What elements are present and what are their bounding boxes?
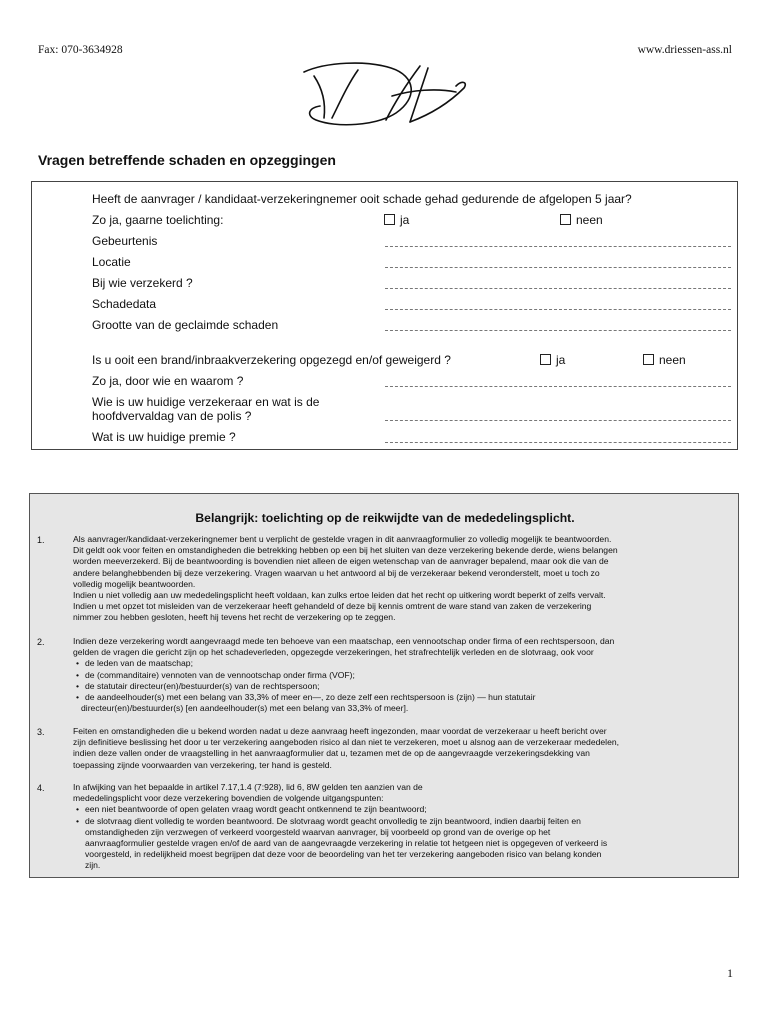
text-line: directeur(en)/bestuurder(s) [en aandeelhouder(s) met een belang van 33,3% of meer]. [81, 703, 409, 714]
paragraph-number: 4. [37, 783, 45, 793]
text-line: Indien u niet volledig aan uw mededelingsplicht heeft voldaan, kan zulks ertoe leiden dat het recht op uitkering wordt beperkt of zelfs vervalt. [73, 590, 606, 601]
text-line: nimmer zou hebben gesloten, heeft hij tevens het recht de verzekering op te zeggen. [73, 612, 396, 623]
list-item: • een niet beantwoorde of open gelaten vraag wordt geacht ontkennend te zijn beantwoord; [85, 804, 735, 815]
text-line: voorgesteld, in redelijkheid moest begrijpen dat deze voor de beoordeling van het ter verzekering aangeboden risico van belang konden [85, 849, 602, 860]
text-line: Indien deze verzekering wordt aangevraagd mede ten behoeve van een maatschap, een vennootschap onder firma of een rechtspersoon, dan [73, 636, 615, 646]
insurer-label-line1: Wie is uw huidige verzekeraar en wat is de [92, 395, 320, 409]
premium-label: Wat is uw huidige premie ? [92, 430, 236, 444]
paragraph-number: 3. [37, 727, 45, 737]
paragraph-1 [73, 534, 735, 624]
damage-no-label: neen [576, 213, 603, 227]
text-line: indien deze vallen onder de vraagstelling in het aanvraagformulier dat u, tezamen met de op de aangevraagde verzekeringsdekking van [73, 748, 590, 759]
paragraph-3 [73, 726, 735, 771]
checkbox-icon[interactable] [560, 214, 571, 225]
cancel-no-option[interactable] [643, 353, 686, 367]
field-event-input[interactable] [385, 246, 731, 247]
logo-text: DH [383, 100, 385, 101]
cancel-yes-label: ja [556, 353, 566, 367]
paragraph-4 [73, 782, 735, 872]
text-line: Dit geldt ook voor feiten en omstandigheden die betrekking hebben op een bij het sluiten van deze verzekering bekende derde, wiens belangen [73, 545, 618, 556]
cancel-yes-option[interactable] [540, 353, 565, 367]
damage-yes-label: ja [400, 213, 410, 227]
damage-yes-option[interactable] [384, 213, 409, 227]
field-damage-date-input[interactable] [385, 309, 731, 310]
list-item: • de aandeelhouder(s) met een belang van 33,3% of meer en—, zo deze zelf een rechtspersoon is (zijn) — hun statutair [85, 692, 735, 703]
bullet-list [73, 804, 735, 826]
field-location-input[interactable] [385, 267, 731, 268]
list-item: • de statutair directeur(en)/bestuurder(s) van de rechtspersoon; [85, 681, 735, 692]
cancel-who-label: Zo ja, door wie en waarom ? [92, 374, 244, 388]
text-line: aanvraagformulier gestelde vragen en/of de aard van de aangevraagde verzekering in relatie tot hetgeen niet is opgegeven of verkeerd is [85, 838, 608, 849]
checkbox-icon[interactable] [643, 354, 654, 365]
premium-input[interactable] [385, 442, 731, 443]
disclosure-title: Belangrijk: toelichting op de reikwijdte van de mededelingsplicht. [195, 511, 575, 525]
text-line: worden meeverzekerd. Bij de beantwoording is bovendien niet alleen de eigen wetenschap van de aanvrager bepalend, maar ook die van de [73, 556, 609, 567]
text-line: Feiten en omstandigheden die u bekend worden nadat u deze aanvraag heeft ingezonden, maar voordat de verzekeraar u heeft bericht over [73, 726, 607, 736]
field-event-label: Gebeurtenis [92, 234, 158, 248]
text-line: Indien u met opzet tot misleiden van de verzekeraar heeft gehandeld of deze bij kennis omtrent de ware stand van zaken de verzekering [73, 601, 592, 612]
list-item: • de (commanditaire) vennoten van de vennootschap onder firma (VOF); [85, 670, 735, 681]
checkbox-icon[interactable] [540, 354, 551, 365]
page-number: 1 [727, 966, 733, 980]
text-line: zijn. [85, 860, 101, 871]
list-item: • de slotvraag dient volledig te worden beantwoord. De slotvraag wordt geacht onvolledig te zijn beantwoord, indien daarbij feiten en [85, 816, 735, 827]
paragraph-number: 1. [37, 535, 45, 545]
text-line: andere belanghebbenden bij deze verzekering. Vragen waarvan u het antwoord al bij de verzekeraar bekend veronderstelt, moet u toch zo [73, 567, 600, 578]
paragraph-2 [73, 636, 735, 714]
damage-no-option[interactable] [560, 213, 603, 227]
text-line: Als aanvrager/kandidaat-verzekeringnemer bent u verplicht de gestelde vragen in dit aanvraagformulier zo volledig mogelijk te beantwoorden. [73, 534, 612, 544]
text-line: In afwijking van het bepaalde in artikel 7.17,1.4 (7:928), lid 6, 8W gelden ten aanzien van de [73, 782, 423, 792]
field-claim-size-input[interactable] [385, 330, 731, 331]
cancel-no-label: neen [659, 353, 686, 367]
insurer-input[interactable] [385, 420, 731, 421]
field-damage-date-label: Schadedata [92, 297, 157, 311]
cancel-question: Is u ooit een brand/inbraakverzekering opgezegd en/of geweigerd ? [92, 353, 451, 367]
text-line: volledig mogelijk beantwoorden. [73, 578, 196, 589]
text-line: gelden de vragen die gericht zijn op het schadeverleden, opgezegde verzekeringen, het strafrechtelijk verleden en de slotvraag, ook voor [73, 647, 594, 658]
bullet-list [73, 658, 735, 703]
cancel-who-input[interactable] [385, 386, 731, 387]
damage-explain-label: Zo ja, gaarne toelichting: [92, 213, 224, 227]
field-insured-by-input[interactable] [385, 288, 731, 289]
text-line: zijn definitieve beslissing het door u ter verzekering aangeboden risico al dan niet te verzekeren, moet u alsnog aan de verzekeraar mededelen, [73, 737, 620, 748]
text-line: omstandigheden zijn verzwegen of verkeerd voorgesteld waarvan aanvrager, bij voorbeeld op grond van de overige op het [85, 826, 551, 837]
insurer-label-line2: hoofdvervaldag van de polis ? [92, 409, 252, 423]
company-logo [296, 58, 472, 130]
list-item: • de leden van de maatschap; [85, 658, 735, 669]
checkbox-icon[interactable] [384, 214, 395, 225]
text-line: toepassing zijnde voorwaarden van verzekering, ter hand is gesteld. [73, 759, 332, 770]
section-title: Vragen betreffende schaden en opzeggingen [38, 152, 336, 168]
text-line: mededelingsplicht voor deze verzekering bovendien de volgende uitgangspunten: [73, 793, 384, 804]
field-claim-size-label: Grootte van de geclaimde schaden [92, 318, 279, 332]
field-location-label: Locatie [92, 255, 131, 269]
paragraph-number: 2. [37, 637, 45, 647]
damage-question: Heeft de aanvrager / kandidaat-verzekeringnemer ooit schade gehad gedurende de afgelopen 5 jaar? [92, 192, 632, 206]
website-url: www.driessen-ass.nl [637, 44, 732, 56]
field-insured-by-label: Bij wie verzekerd ? [92, 276, 193, 290]
fax-number: Fax: 070-3634928 [38, 44, 123, 56]
